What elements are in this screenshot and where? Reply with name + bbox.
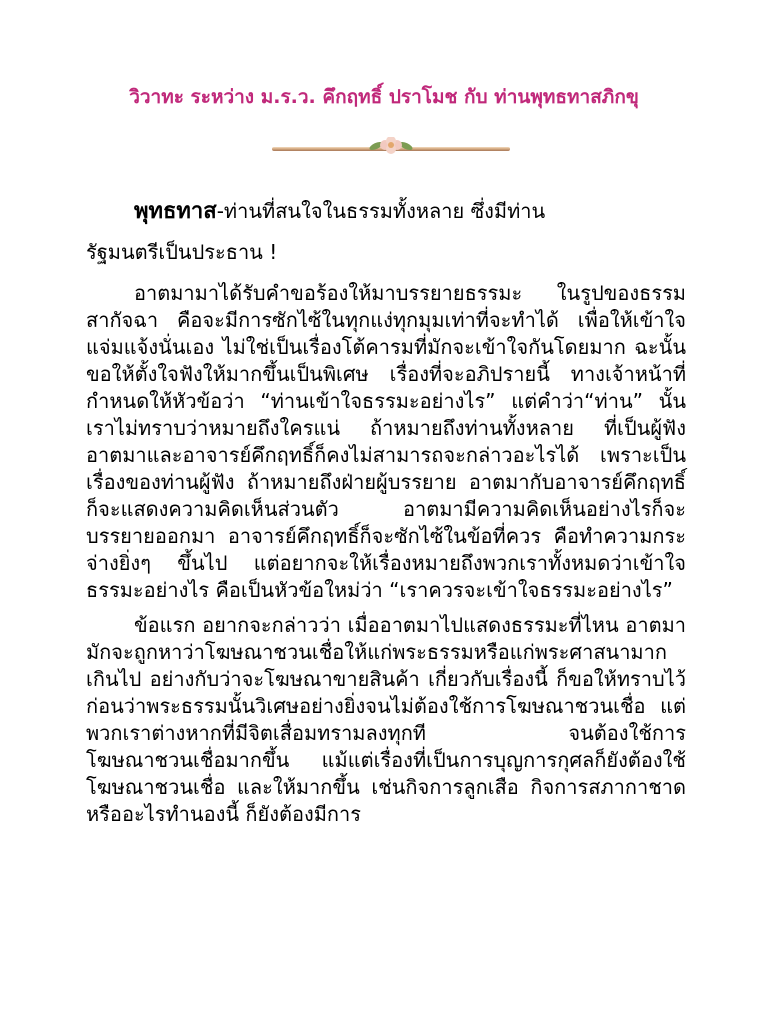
body-paragraph-2: ข้อแรก อยากจะกล่าวว่า เมื่ออาตมาไปแสดงธรรมะที่ไหน อาตมามักจะถูกหาว่าโฆษณาชวนเชื่อให้แก่พระธรรมหรือแก่พระศาสนามากเกินไป อย่างกับว่าจะโฆษณาขายสินค้า เกี่ยวกับเรื่องนี้ ก็ขอให้ทราบไว้ก่อนว่าพระธรรมนั้นวิเศษอย่างยิ่งจนไม่ต้องใช้การโฆษณาชวนเชื่อ แต่พวกเราต่างหากที่มีจิตเสื่อมทรามลงทุกที จนต้องใช้การโฆษณาชวนเชื่อมากขึ้น แม้แต่เรื่องที่เป็นการบุญการกุศลก็ยังต้องใช้โฆษณาชวนเชื่อ และให้มากขึ้น เช่นกิจการลูกเสือ กิจการสภากาชาดหรืออะไรทำนองนี้ ก็ยังต้องมีการ [86, 613, 686, 826]
flower-divider-icon [272, 137, 510, 161]
body-paragraph-1: อาตมามาได้รับคำขอร้องให้มาบรรยายธรรมะ ในรูปของธรรมสากัจฉา คือจะมีการซักไซ้ในทุกแง่ทุกมุมเท่าที่จะทำได้ เพื่อให้เข้าใจแจ่มแจ้งนั่นเอง ไม่ใช่เป็นเรื่องโต้คารมที่มักจะเข้าใจกันโดยมาก ฉะนั้นขอให้ตั้งใจฟังให้มากขึ้นเป็นพิเศษ เรื่องที่จะอภิปรายนี้ ทางเจ้าหน้าที่กำหนดให้หัวข้อว่า “ท่านเข้าใจธรรมะอย่างไร” แต่คำว่า“ท่าน” นั้นเราไม่ทราบว่าหมายถึงใครแน่ ถ้าหมายถึงท่านทั้งหลาย ที่เป็นผู้ฟัง อาตมาและอาจารย์คึกฤทธิ์ก็คงไม่สามารถจะกล่าวอะไรได้ เพราะเป็นเรื่องของท่านผู้ฟัง ถ้าหมายถึงฝ่ายผู้บรรยาย อาตมากับอาจารย์คึกฤทธิ์ก็จะแสดงความคิดเห็นส่วนตัว อาตมามีความคิดเห็นอย่างไรก็จะบรรยายออกมา อาจารย์คึกฤทธิ์ก็จะซักไซ้ในข้อที่ควร คือทำความกระจ่างยิ่งๆ ขึ้นไป แต่อยากจะให้เรื่องหมายถึงพวกเราทั้งหมดว่าเข้าใจธรรมะอย่างไร คือเป็นหัวข้อใหม่ว่า “เราควรจะเข้าใจธรรมะอย่างไร” [86, 281, 686, 602]
speaker-name: พุทธทาส [134, 199, 217, 224]
opening-line: -ท่านที่สนใจในธรรมทั้งหลาย ซึ่งมีท่าน [216, 199, 546, 223]
document-title: วิวาทะ ระหว่าง ม.ร.ว. คึกฤทธิ์ ปราโมช กับ ท่านพุทธทาสภิกขุ [129, 86, 639, 108]
document-body [86, 198, 686, 828]
opening-paragraph [86, 198, 686, 225]
opening-line-2: รัฐมนตรีเป็นประธาน ! [86, 240, 278, 264]
